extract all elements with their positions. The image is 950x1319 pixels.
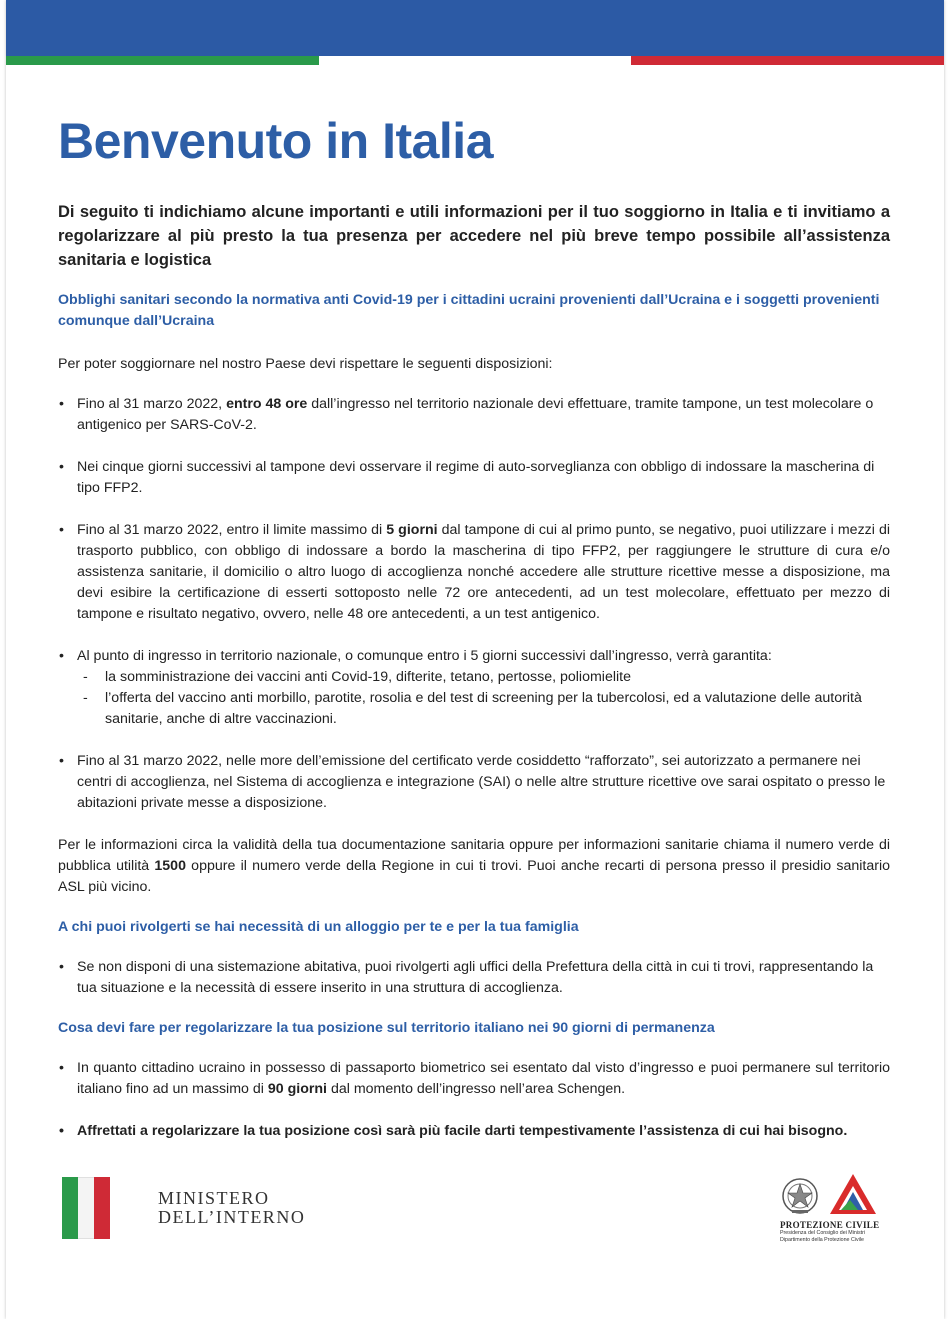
tricolor-green: [6, 56, 319, 65]
ministry-logo: [62, 1176, 305, 1240]
health-info-paragraph: [58, 835, 890, 898]
hotline-number: 1500: [154, 858, 186, 874]
section-heading-health: Obblighi sanitari secondo la normativa anti Covid-19 per i cittadini ucraini provenienti dall’Ucraina e i soggetti provenienti comunque dall’Ucraina: [58, 292, 880, 329]
rule-text: dall’ingresso nel territorio nazionale devi effettuare, tramite tampone, un test molecolare o antigenico per SARS-CoV-2.: [77, 396, 874, 433]
ministry-line: MINISTERO: [158, 1188, 270, 1208]
residence-list: [58, 1058, 890, 1142]
rule-emphasis: 90 giorni: [267, 1081, 327, 1097]
flag-stripe-red: [94, 1177, 110, 1239]
tricolor-red: [631, 56, 944, 65]
list-item: • Nei cinque giorni successivi al tampone devi osservare il regime di auto-sorveglianza con obbligo di indossare la mascherina di tipo FFP2.: [58, 457, 890, 499]
section-heading-housing: A chi puoi rivolgerti se hai necessità di un alloggio per te e per la tua famiglia: [58, 919, 579, 935]
rule-text: dal momento dell’ingresso nell’area Schengen.: [327, 1081, 626, 1097]
info-text: Per le informazioni circa la validità della tua documentazione sanitaria oppure per informazioni sanitarie chiama il numero verde di pubblica utilità: [58, 837, 890, 874]
ministry-line: DELL’INTERNO: [158, 1207, 306, 1227]
logo-group: [780, 1172, 900, 1216]
sublist-item: - l’offerta del vaccino anti morbillo, parotite, rosolia e del test di screening per la tubercolosi, ed a valutazione delle autorità sanitarie, anche di altre vaccinazioni.: [77, 688, 890, 730]
rule-text: dal tampone di cui al primo punto, se negativo, puoi utilizzare i mezzi di trasporto pubblico, con obbligo di indossare a bordo la mascherina di tipo FFP2, per raggiungere le strutture di cura e/o assistenza sanitarie, il domicilio o altro luogo di accoglienza nonché accedere alle strutture ricettive messe a disposizione, ma devi esibire la certificazione di esserti sottoposto nelle 72 ore antecedenti, ad un test molecolare, effettuato per mezzo di tampone e risultato negativo, ovvero, nelle 48 ore antecedenti, a un test antigenico.: [77, 522, 890, 622]
info-text: oppure il numero verde della Regione in cui ti trovi. Puoi anche recarti di persona presso il presidio sanitario ASL più vicino.: [58, 858, 890, 895]
list-item: • Se non disponi di una sistemazione abitativa, puoi rivolgerti agli uffici della Prefettura della città in cui ti trovi, rappresentando la tua situazione e la necessità di essere inserito in una struttura di accoglienza.: [58, 957, 890, 999]
flag-stripe-white: [78, 1177, 94, 1239]
health-lead-text: Per poter soggiornare nel nostro Paese devi rispettare le seguenti disposizioni:: [58, 356, 553, 372]
list-item: [58, 646, 890, 730]
main-content: [58, 290, 890, 1142]
health-rules-list: [58, 394, 890, 814]
pc-subtitle: Dipartimento della Protezione Civile: [780, 1236, 864, 1243]
italian-flag-icon: [62, 1177, 110, 1239]
republic-emblem-icon: [780, 1176, 820, 1216]
sublist-item: - la somministrazione dei vaccini anti Covid-19, difterite, tetano, pertosse, poliomielite: [77, 667, 890, 688]
protezione-civile-icon: [828, 1172, 878, 1216]
protezione-civile-logo: [780, 1172, 900, 1243]
housing-list: [58, 957, 890, 999]
list-item: [58, 1058, 890, 1100]
section-heading-residence: Cosa devi fare per regolarizzare la tua posizione sul territorio italiano nei 90 giorni di permanenza: [58, 1020, 715, 1036]
page-title: Benvenuto in Italia: [58, 113, 494, 169]
vaccine-sublist: [77, 667, 890, 730]
flag-stripe-green: [62, 1177, 78, 1239]
pc-subtitle: Presidenza del Consiglio dei Ministri: [780, 1230, 866, 1236]
list-item: • Fino al 31 marzo 2022, nelle more dell’emissione del certificato verde cosiddetto “rafforzato”, sei autorizzato a permanere nei centri di accoglienza, nel Sistema di accoglienza e integrazione (SAI) o nelle altre strutture ricettive ove sarai ospitato o presso le abitazioni private messe a disposizione.: [58, 751, 890, 814]
rule-emphasis: entro 48 ore: [226, 396, 308, 412]
ministry-name: [158, 1189, 305, 1227]
rule-emphasis: 5 giorni: [386, 522, 438, 538]
rule-text: Fino al 31 marzo 2022, entro il limite massimo di: [77, 522, 387, 538]
pc-name: PROTEZIONE CIVILE: [780, 1220, 880, 1230]
tricolor-line: [6, 56, 944, 65]
rule-text: Fino al 31 marzo 2022,: [77, 396, 227, 412]
header-band: [6, 0, 944, 56]
tricolor-white: [319, 56, 632, 65]
intro-text: Di seguito ti indichiamo alcune importanti e utili informazioni per il tuo soggiorno in Italia e ti invitiamo a regolarizzare al più presto la tua presenza per accedere nel più breve tempo possibile all’assistenza sanitaria e logistica: [58, 203, 890, 269]
list-item: [58, 520, 890, 625]
list-item: • Affrettati a regolarizzare la tua posizione così sarà più facile darti tempestivamente l’assistenza di cui hai bisogno.: [58, 1121, 890, 1142]
list-item: [58, 394, 890, 436]
rule-text: In quanto cittadino ucraino in possesso di passaporto biometrico sei esentato dal visto d’ingresso e puoi permanere sul territorio italiano fino ad un massimo di: [77, 1060, 890, 1097]
rule-text: Al punto di ingresso in territorio nazionale, o comunque entro i 5 giorni successivi dall’ingresso, verrà garantita:: [77, 648, 772, 664]
